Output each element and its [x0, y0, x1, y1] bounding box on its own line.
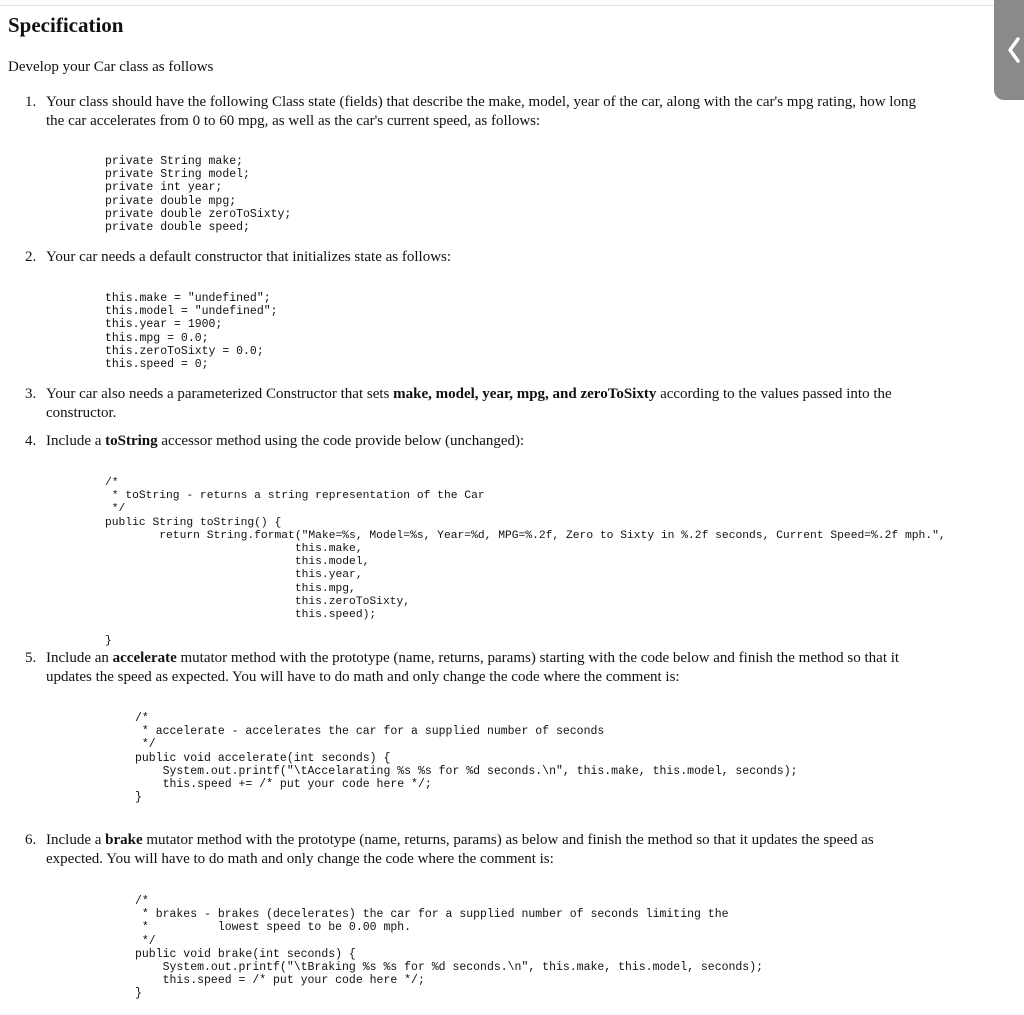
item-6-text-bold: brake [105, 832, 143, 848]
item-5-code: /* * accelerate - accelerates the car for a supplied number of seconds */ public void accelerate(int seconds) { System.out.printf("\tAccelarating %s %s for %d seconds.\n", this.make, this.model, seconds); this.speed += /* put your code here */; } [135, 712, 798, 805]
item-5-text-after: mutator method with the prototype (name, returns, params) starting with the code below and finish the method so that it updates the speed as expected. You will have to do math and only change the code where the comment is: [46, 650, 900, 685]
item-4-text-bold: toString [105, 433, 158, 449]
intro-text: Develop your Car class as follows [8, 59, 214, 75]
item-6-text-after: mutator method with the prototype (name, returns, params) as below and finish the method so that it updates the speed as expected. You will have to do math and only change the code where the comment is: [46, 832, 874, 867]
item-3-number: 3. [25, 386, 37, 402]
item-3-text-before: Your car also needs a parameterized Constructor that sets [46, 386, 394, 402]
item-3-text [46, 385, 926, 423]
top-divider [0, 5, 1024, 6]
item-6-text-before: Include a [46, 832, 106, 848]
item-4-text-after: accessor method using the code provide below (unchanged): [157, 433, 525, 449]
item-5-number: 5. [25, 650, 37, 666]
item-2-text: Your car needs a default constructor that initializes state as follows: [46, 249, 452, 265]
page-title: Specification [8, 13, 124, 37]
item-6-number: 6. [25, 832, 37, 848]
item-4-code: /* * toString - returns a string representation of the Car */ public String toString() { return String.format("Make=%s, Model=%s, Year=%d, MPG=%.2f, Zero to Sixty in %.2f seconds, Current Speed=%.2f mph.", this.make, this.model, this.year, this.mpg, this.zeroToSixty, this.speed); } [105, 477, 946, 648]
item-4-text [46, 432, 926, 451]
item-2-number: 2. [25, 249, 37, 265]
item-3-text-bold: make, model, year, mpg, and zeroToSixty [393, 386, 657, 402]
item-3-text-after: according to the values passed into the constructor. [46, 386, 892, 421]
item-1-number: 1. [25, 94, 37, 110]
item-1-code: private String make; private String model; private int year; private double mpg; private double zeroToSixty; private double speed; [105, 155, 292, 235]
item-1-text: Your class should have the following Class state (fields) that describe the make, model, year of the car, along with the car's mpg rating, how long the car accelerates from 0 to 60 mpg, as well as the car's current speed, as follows: [46, 94, 916, 129]
item-2-code: this.make = "undefined"; this.model = "undefined"; this.year = 1900; this.mpg = 0.0; this.zeroToSixty = 0.0; this.speed = 0; [105, 292, 278, 372]
chevron-left-icon [1004, 35, 1024, 65]
item-5-text-bold: accelerate [112, 650, 177, 666]
item-4-text-before: Include a [46, 433, 106, 449]
item-6-code: /* * brakes - brakes (decelerates) the car for a supplied number of seconds limiting the * lowest speed to be 0.00 mph. */ public void brake(int seconds) { System.out.printf("\tBraking %s %s for %d seconds.\n", this.make, this.model, seconds); this.speed = /* put your code here */; } [135, 895, 764, 1001]
item-4-number: 4. [25, 433, 37, 449]
item-6-text [46, 831, 926, 869]
sidebar-toggle-tab[interactable] [994, 0, 1024, 100]
item-5-text [46, 649, 926, 687]
item-5-text-before: Include an [46, 650, 113, 666]
